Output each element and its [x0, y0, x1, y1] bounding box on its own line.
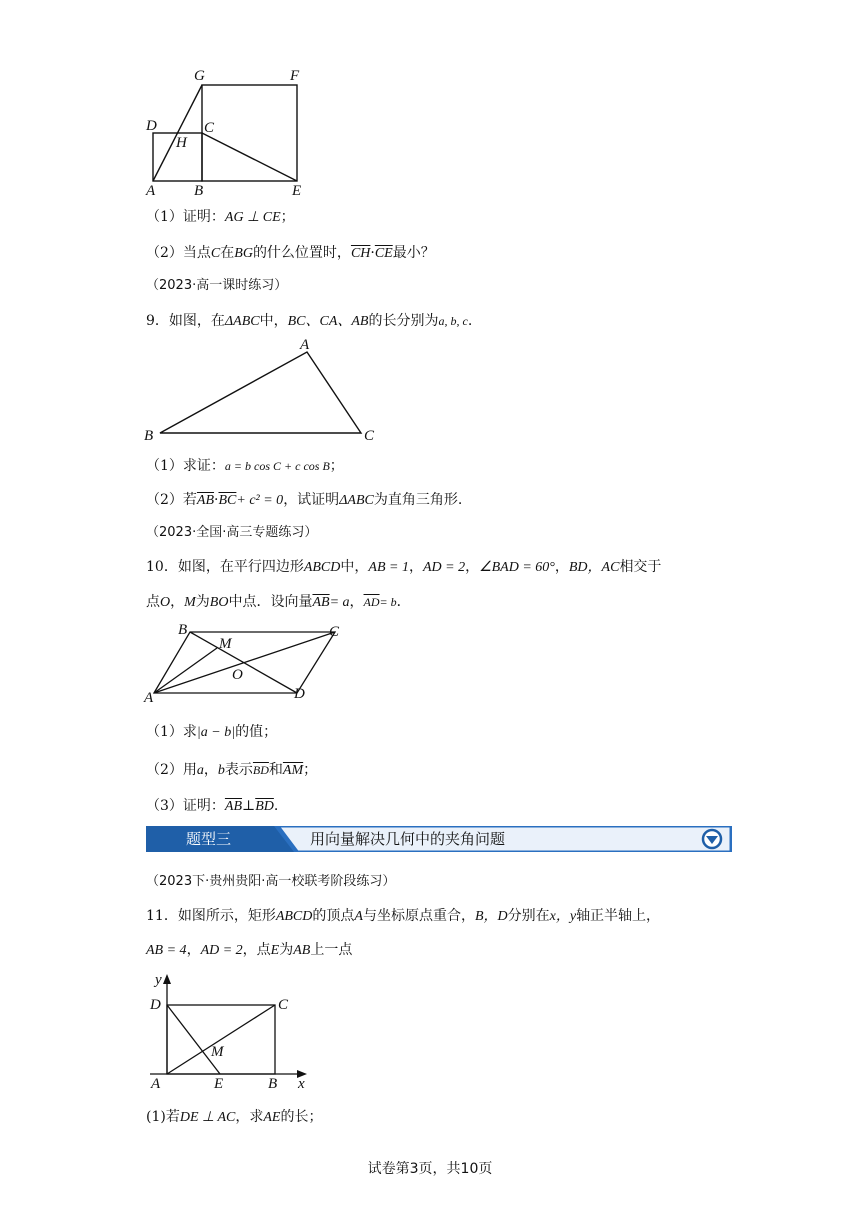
q11-part1: (1)若DE ⊥ AC，求AE的长；	[146, 1109, 323, 1125]
label-A: A	[146, 183, 156, 199]
q11-line1: 11．如图所示，矩形ABCD的顶点A与坐标原点重合，B，D分别在x，y轴正半轴上，	[146, 908, 661, 924]
label-D: D	[146, 118, 157, 134]
figure-q10	[140, 618, 360, 710]
label-B: B	[178, 622, 188, 638]
label-E: E	[214, 1076, 224, 1092]
q9-intro: 9．如图，在ΔABC中，BC、CA、AB的长分别为a, b, c.	[146, 313, 473, 329]
label-A: A	[300, 337, 310, 353]
label-E: E	[292, 183, 302, 199]
label-D: D	[294, 686, 305, 702]
q9-part2: （2）若$\overline{AB}\cdot\overline{BC}+ c^2 = 0$，试证明ΔABC为直角三角形.	[146, 492, 463, 508]
source-q10: （2023·全国·高三专题练习）	[146, 525, 318, 540]
q11-line2: AB = 4，AD = 2，点E为AB上一点	[146, 942, 353, 958]
q10-line2: 点O，M为BO中点．设向量$\overline{AB}= a$，$\overline{AD}= b$．	[146, 594, 411, 610]
q8-part2: （2）当点C在BG的什么位置时，$\overline{CH}\cdot\overline{CE}$最小？	[146, 245, 435, 261]
page-footer: 试卷第3页，共10页	[367, 1161, 493, 1177]
source-q9: （2023·高一课时练习）	[146, 278, 288, 293]
q10-line1: 10．如图，在平行四边形ABCD中，AB = 1，AD = 2，∠BAD = 60°，BD，AC相交于	[146, 559, 662, 575]
q8-part1: （1）证明：AG ⊥ CE；	[146, 209, 295, 225]
source-q11: （2023下·贵州贵阳·高一校联考阶段练习）	[146, 874, 396, 889]
figure-q9	[140, 334, 390, 446]
label-C: C	[364, 428, 375, 444]
banner-title: 用向量解决几何中的夹角问题	[310, 830, 506, 848]
label-C: C	[278, 997, 289, 1013]
label-D: D	[150, 997, 161, 1013]
label-y: y	[155, 972, 162, 988]
q9-part1: （1）求证：a = b cos C + c cos B；	[146, 458, 344, 474]
label-B: B	[144, 428, 154, 444]
label-A: A	[151, 1076, 161, 1092]
label-H: H	[176, 135, 187, 151]
label-B: B	[268, 1076, 278, 1092]
figure-q8	[140, 64, 320, 200]
label-A: A	[144, 690, 154, 706]
label-B: B	[194, 183, 204, 199]
label-F: F	[290, 68, 300, 84]
label-C: C	[329, 624, 340, 640]
figure-q11	[140, 966, 320, 1094]
label-G: G	[194, 68, 205, 84]
label-x: x	[298, 1076, 305, 1092]
label-C: C	[204, 120, 215, 136]
q10-part3: （3）证明：$\overline{AB}\perp\overline{BD}$.	[146, 798, 279, 814]
label-M: M	[219, 636, 232, 652]
label-O: O	[232, 667, 243, 683]
banner-tag: 题型三	[186, 830, 232, 848]
label-M: M	[211, 1044, 224, 1060]
q10-part1: （1）求|a − b|的值；	[146, 724, 278, 740]
q10-part2: （2）用a，b表示$\overline{BD}$和$\overline{AM}$；	[146, 762, 318, 778]
